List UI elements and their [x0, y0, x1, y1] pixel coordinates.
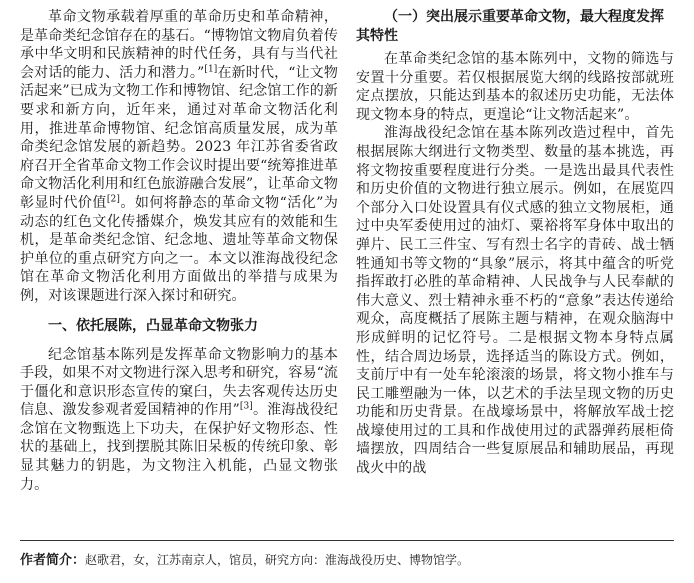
section1-text-1: 纪念馆基本陈列是发挥革命文物影响力的基本手段，如果不对文物进行深入思考和研究，容易“流于僵化和意识形态宣传的窠臼，失去客观传达历史信息、激发参观者爱国精神的作用”	[20, 346, 338, 419]
citation-2: [2]	[106, 194, 120, 205]
footnote-divider	[20, 540, 674, 541]
citation-3: [3]	[239, 401, 253, 412]
subsection-heading-1: （一）突出展示重要革命文物，最大程度发挥其特性	[356, 9, 664, 44]
intro-paragraph	[20, 8, 338, 306]
subsection-paragraph-1: 在革命类纪念馆的基本陈列中，文物的筛选与安置十分重要。若仅根据展览大纲的线路按部就班定点摆放，只能达到基本的叙述历史功能，无法体现文物本身的特点，更遑论“让文物活起来”。	[356, 51, 674, 123]
intro-text-2: 在新时代，“让文物活起来”已成为文物工作和博物馆、纪念馆工作的新要求和新方向，近年来，通过对革命文物活化利用，推进革命博物馆、纪念馆高质量发展，成为革命类纪念馆发展的新趋势。2023 年江苏省委省政府召开全省革命文物工作会议时提出要“统筹推进革命文物活化利用和红色旅游融合发展”，让革命文物彰显时代价值	[20, 64, 338, 211]
subsection-paragraph-2: 淮海战役纪念馆在基本陈列改造过程中，首先根据展陈大纲进行文物类型、数量的基本挑选，再将文物按重要程度进行分类。一是选出最具代表性和历史价值的文物进行独立展示。例如，在展览四个部分入口处设置具有仪式感的独立文物展柜，通过中央军委使用过的油灯、粟裕将军身体中取出的弹片、民工三件宝、写有烈士名字的青砖、战士牺牲通知书等文物的“具象”展示，将其中蕴含的听党指挥敢打必胜的革命精神、人民战争与人民奉献的伟大意义、烈士精神永垂不朽的“意象”表达传递给观众，高度概括了展陈主题与精神，在观众脑海中形成鲜明的记忆符号。二是根据文物本身特点属性，结合周边场景，选择适当的陈设方式。例如，支前厅中有一处车轮滚滚的场景，将文物小推车与民工雕塑融为一体，以艺术的手法呈现文物的历史功能和历史背景。在战壕场景中，将解放军战士挖战壕使用过的工具和作战使用过的武器弹药展柜倚墙摆放，四周结合一些复原展品和辅助展品，再现战火中的战	[356, 125, 674, 477]
section1-text-2: 。淮海战役纪念馆在文物甄选上下功夫，在保护好文物形态、性状的基础上，找到摆脱其陈旧呆板的传统印象、彰显其魅力的钥匙，为文物注入机能，凸显文物张力。	[20, 402, 338, 493]
footnote-label: 作者简介：	[20, 553, 86, 568]
section-heading-1: 一、依托展陈，凸显革命文物张力	[48, 317, 258, 334]
section1-paragraph	[20, 346, 338, 495]
right-column	[356, 8, 674, 478]
author-footnote	[20, 551, 680, 570]
intro-text-1: 革命文物承载着厚重的革命历史和革命精神，是革命类纪念馆存在的基石。“博物馆文物肩负着传承中华文明和民族精神的时代任务，具有与当代社会对话的能力、活力和潜力。”	[20, 9, 338, 81]
footnote-text: 赵歌君，女，江苏南京人，馆员，研究方向：淮海战役历史、博物馆学。	[85, 553, 470, 567]
left-column	[20, 8, 338, 494]
intro-text-3: 。如何将静态的革命文物“活化”为动态的红色文化传播媒介，焕发其应有的效能和生机，是革命类纪念馆、纪念地、遗址等革命文物保护单位的重点研究方向之一。本文以淮海战役纪念馆在革命文物活化利用方面做出的举措与成果为例，对该课题进行深入探讨和研究。	[20, 194, 338, 304]
citation-1: [1]	[204, 64, 218, 75]
